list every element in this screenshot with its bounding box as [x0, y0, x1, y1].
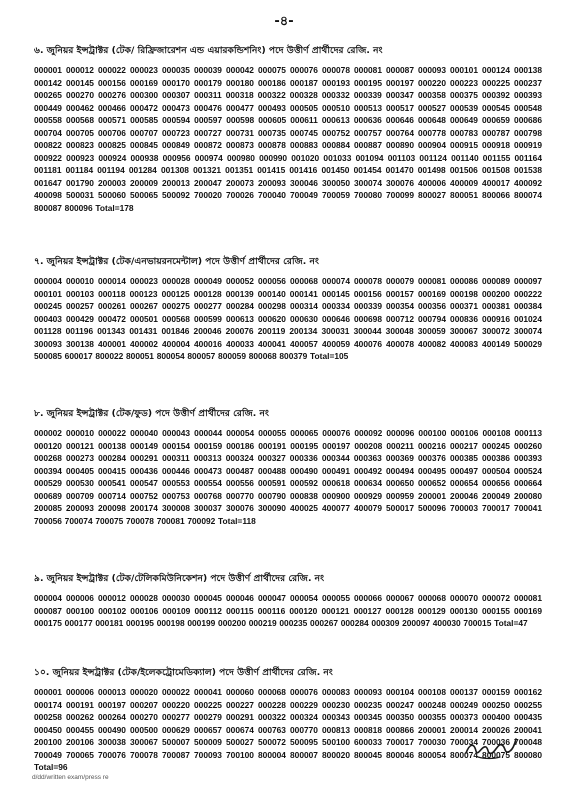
- section-heading: ৭. জুনিয়র ইন্সট্রাক্টর (টেক/এনভায়রনমেন্টাল) পদে উত্তীর্ণ প্রার্থীদের রেজি. নং: [34, 256, 319, 267]
- registration-numbers: 000004 000006 000012 000028 000030 000045 000046 000047 000054 000055 000066 000067 000068 000070 000072 000081 000087 000100 000102 000106 000109 000112 000115 000116 000120 000121 000127 000128 000129 000130 000155 000169 000175 000177 000181 000195 000198 000199 000200 000219 000235 000267 000284 000309 200097 400030 700015 Total=47: [34, 593, 542, 628]
- page-number: -৪-: [274, 14, 294, 29]
- registration-numbers: 000002 000010 000022 000040 000043 000044 000054 000055 000065 000076 000092 000096 000100 000106 000108 000113 000120 000121 000138 000149 000154 000159 000186 000191 000195 000197 000208 000211 000216 000217 000245 000260 000268 000273 000284 000291 000311 000313 000324 000327 000336 000344 000363 000369 000376 000385 000386 000393 000394 000405 000415 000436 000446 000473 000487 000488 000490 000491 000492 000494 000495 000497 000504 000524 000529 000530 000541 000547 000553 000554 000556 000591 000592 000618 000634 000650 000652 000654 000656 000664 000689 000709 000714 000752 000753 000768 000770 000790 000838 000900 000929 000959 200001 200046 200049 200080 200085 200093 200098 200174 300008 300037 300076 300090 400025 400077 400079 500017 500096 700003 700017 700041 700056 700074 700075 700078 700081 700092 Total=118: [34, 428, 542, 526]
- section-6: [34, 45, 542, 214]
- section-heading: ৬. জুনিয়র ইন্সট্রাক্টর (টেক/ রিফ্রিজারেশন এন্ড এয়ারকন্ডিশনিং) পদে উত্তীর্ণ প্রার্থীদের রেজি. নং: [34, 45, 383, 56]
- section-heading: ১০. জুনিয়র ইন্সট্রাক্টর (টেক/ইলেকট্রোমেডিক্যাল) পদে উত্তীর্ণ প্রার্থীদের রেজি. নং: [34, 667, 333, 678]
- signature: [460, 733, 520, 763]
- footer-path: d/dd/written exam/press re: [32, 774, 109, 781]
- registration-numbers: 000001 000012 000022 000023 000035 000039 000042 000075 000076 000078 000081 000087 000093 000101 000124 000138 000142 000145 000156 000169 000170 000179 000180 000186 000187 000193 000195 000197 000220 000223 000225 000237 000265 000270 000276 000300 000307 000311 000318 000322 000328 000332 000339 000347 000358 000375 000392 000393 000449 000462 000466 000472 000473 000476 000477 000493 000505 000510 000513 000517 000527 000539 000545 000548 000558 000568 000571 000585 000594 000597 000598 000605 000611 000613 000636 000646 000648 000649 000659 000686 000704 000705 000706 000707 000723 000727 000731 000735 000745 000752 000757 000764 000778 000783 000787 000798 000822 000823 000825 000845 000849 000872 000873 000878 000883 000884 000887 000890 000904 000915 000918 000919 000922 000923 000924 000938 000956 000974 000980 000990 001020 001033 001094 001103 001124 001140 001155 001164 001181 001184 001194 001284 001308 001321 001351 001415 001416 001450 001454 001470 001498 001506 001508 001538 001647 001790 200003 200009 200013 200047 200073 200093 300046 300050 300074 300076 400006 400009 400017 400092 400098 500031 500060 500065 500092 700020 700026 700040 700049 700059 700080 700099 800027 800051 800066 800074 800087 800096 Total=178: [34, 65, 542, 213]
- section-7: [34, 256, 542, 363]
- section-9: [34, 573, 542, 630]
- section-8: [34, 408, 542, 527]
- registration-numbers: 000004 000010 000014 000023 000028 000049 000052 000056 000068 000074 000078 000079 000081 000086 000089 000097 000101 000103 000118 000123 000125 000128 000139 000140 000141 000145 000156 000157 000169 000198 000200 000222 000245 000257 000261 000267 000275 000277 000284 000298 000314 000334 000339 000354 000356 000371 000381 000384 000403 000429 000472 000501 000568 000599 000613 000620 000630 000646 000698 000712 000794 000836 000916 001024 001128 001196 001343 001431 001846 200046 200076 200119 200134 300031 300044 300048 300059 300067 300072 300074 300093 300138 400001 400002 400004 400016 400033 400041 400057 400059 400076 400078 400082 400083 400149 500029 500085 600017 800022 800051 800054 800057 800059 800068 800379 Total=105: [34, 276, 542, 361]
- section-heading: ৮. জুনিয়র ইন্সট্রাক্টর (টেক/ফুড) পদে উত্তীর্ণ প্রার্থীদের রেজি. নং: [34, 408, 269, 419]
- section-heading: ৯. জুনিয়র ইন্সট্রাক্টর (টেক/টেলিকমিউনিকেশন) পদে উত্তীর্ণ প্রার্থীদের রেজি. নং: [34, 573, 325, 584]
- registration-numbers: 000001 000006 000013 000020 000022 000041 000060 000068 000076 000083 000093 000104 000108 000137 000159 000162 000174 000191 000197 000207 000220 000225 000227 000228 000229 000230 000235 000247 000248 000249 000250 000255 000258 000262 000264 000270 000277 000279 000291 000322 000324 000343 000345 000350 000355 000373 000400 000435 000450 000455 000490 000500 000629 000657 000674 000763 000770 000813 000818 000866 200001 200014 200026 200041 200100 200106 300038 300067 500007 500009 500027 500072 500095 500100 600033 700017 700030 700034 700036 700048 700049 700065 700076 700078 700087 700093 700100 800004 800007 800020 800045 800046 800054 800074 800075 800080 Total=96: [34, 687, 542, 772]
